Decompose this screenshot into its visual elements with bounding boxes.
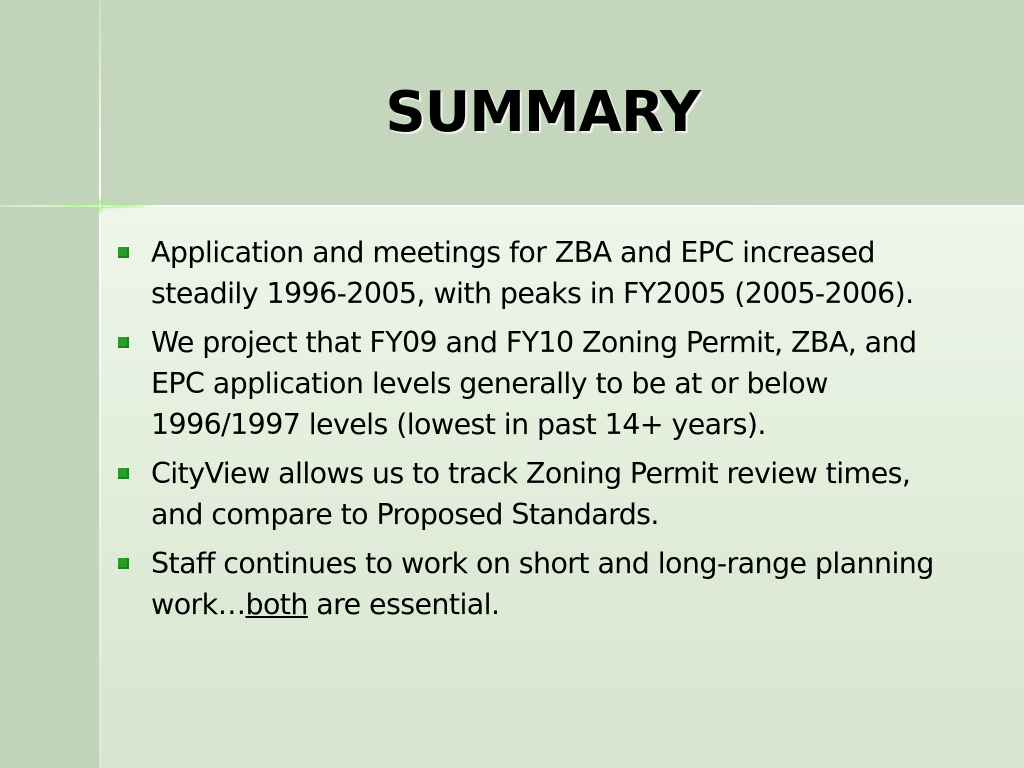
bullet-text: We project that FY09 and FY10 Zoning Permit, ZBA, and EPC application levels generally to be at or below 1996/1997 levels (lowest in past 14+ years).	[151, 326, 917, 441]
list-item	[112, 232, 962, 314]
bullet-list	[112, 232, 962, 633]
list-item	[112, 322, 962, 445]
bullet-text-before: Staff continues to work on short and long-range planning work…	[151, 547, 934, 621]
bullet-text: Application and meetings for ZBA and EPC increased steadily 1996-2005, with peaks in FY2005 (2005-2006).	[151, 236, 914, 310]
square-bullet-icon	[118, 337, 129, 348]
square-bullet-icon	[118, 247, 129, 258]
bullet-text-after: are essential.	[307, 588, 500, 621]
square-bullet-icon	[118, 468, 129, 479]
sparkle-icon	[40, 196, 160, 216]
list-item	[112, 453, 962, 535]
bullet-text: CityView allows us to track Zoning Permit review times, and compare to Proposed Standards.	[151, 457, 911, 531]
left-strip	[0, 0, 100, 768]
list-item	[112, 543, 962, 625]
square-bullet-icon	[118, 558, 129, 569]
bullet-text-emphasis: both	[245, 588, 308, 621]
page-title: SUMMARY	[385, 80, 700, 145]
